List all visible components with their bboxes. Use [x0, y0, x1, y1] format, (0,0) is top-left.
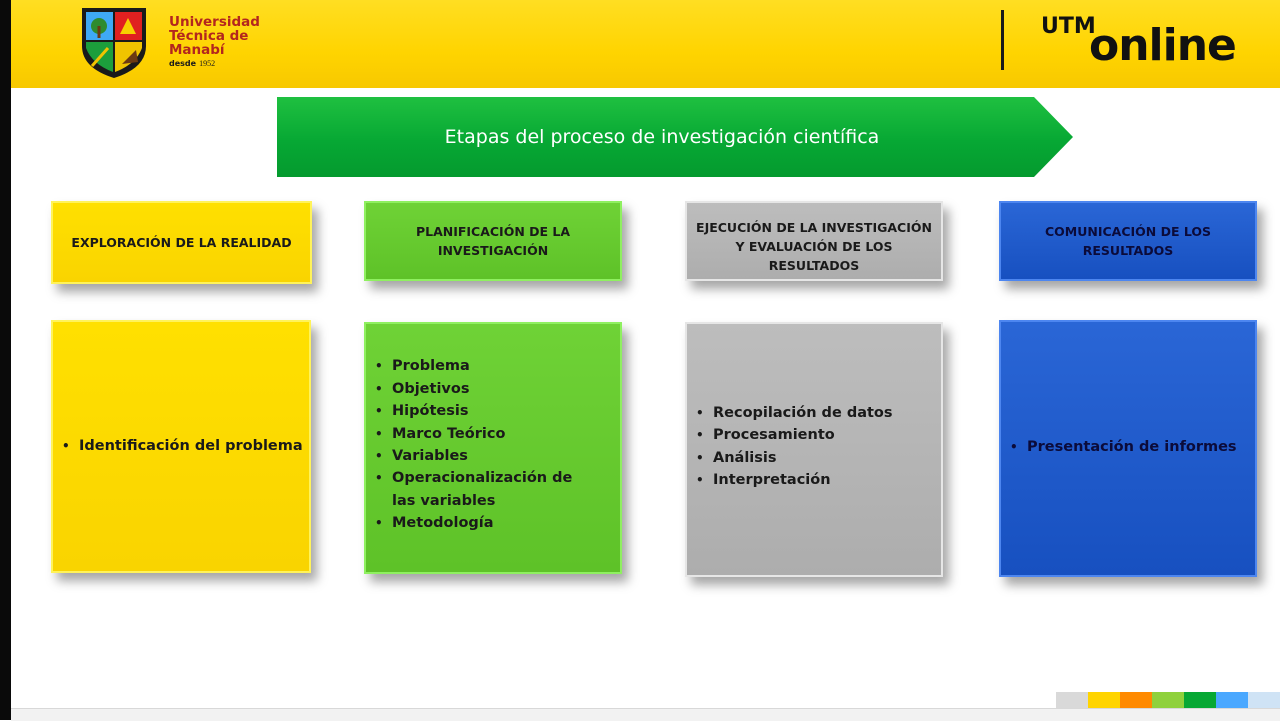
brand-name: online — [1089, 20, 1236, 71]
color-strip-segment — [1184, 692, 1216, 708]
list-item: • Análisis — [713, 447, 893, 469]
stage-content-planificacion — [364, 322, 622, 574]
stage-header-planificacion — [364, 201, 622, 281]
brand-prefix: UTM — [1041, 14, 1096, 39]
university-line-3: Manabí — [169, 42, 225, 58]
stage-header-ejecucion — [685, 201, 943, 281]
list-item: • Presentación de informes — [1027, 436, 1237, 458]
university-line-1: Universidad — [169, 14, 260, 30]
university-name — [169, 15, 260, 69]
list-item: • Metodología — [392, 512, 620, 534]
stage-content-comunicacion — [999, 320, 1257, 577]
list-item: • Marco Teórico — [392, 423, 620, 445]
university-line-2: Técnica de — [169, 28, 249, 44]
stage-items-list — [687, 402, 893, 492]
color-strip-segment — [1216, 692, 1248, 708]
stage-content-ejecucion — [685, 322, 943, 577]
list-item: • Procesamiento — [713, 424, 893, 446]
color-strip-segment — [1248, 692, 1280, 708]
header-bar — [11, 0, 1280, 88]
list-item: • Recopilación de datos — [713, 402, 893, 424]
stage-header-comunicacion — [999, 201, 1257, 281]
since-word: desde — [169, 59, 197, 68]
stage-title: PLANIFICACIÓN DE LA INVESTIGACIÓN — [415, 224, 571, 258]
color-strip — [1056, 692, 1280, 708]
stage-items-list — [366, 355, 620, 534]
color-strip-segment — [1056, 692, 1088, 708]
stage-title: COMUNICACIÓN DE LOS RESULTADOS — [1044, 224, 1212, 258]
list-item: • Identificación del problema — [79, 435, 303, 457]
since-label — [169, 59, 260, 69]
list-item: • Objetivos — [392, 378, 620, 400]
list-item: • Interpretación — [713, 469, 893, 491]
stage-items-list — [1001, 436, 1237, 458]
university-shield-icon — [78, 6, 150, 80]
left-edge-bar — [0, 0, 11, 720]
diagram-title: Etapas del proceso de investigación científica — [444, 126, 880, 148]
bottom-status-line — [11, 708, 1280, 721]
color-strip-segment — [1088, 692, 1120, 708]
stage-items-list — [53, 435, 303, 457]
list-item: • Hipótesis — [392, 400, 620, 422]
stage-title: EJECUCIÓN DE LA INVESTIGACIÓN Y EVALUACIÓN DE LOS RESULTADOS — [696, 220, 932, 273]
stage-content-exploracion — [51, 320, 311, 573]
since-year: 1952 — [199, 59, 216, 68]
list-item: • Variables — [392, 445, 620, 467]
color-strip-segment — [1120, 692, 1152, 708]
stage-title: EXPLORACIÓN DE LA REALIDAD — [71, 235, 292, 250]
list-item: • Problema — [392, 355, 620, 377]
color-strip-segment — [1152, 692, 1184, 708]
stage-header-exploracion — [51, 201, 312, 284]
header-divider — [1001, 10, 1004, 70]
list-item: • Operacionalización de las variables — [392, 467, 620, 512]
